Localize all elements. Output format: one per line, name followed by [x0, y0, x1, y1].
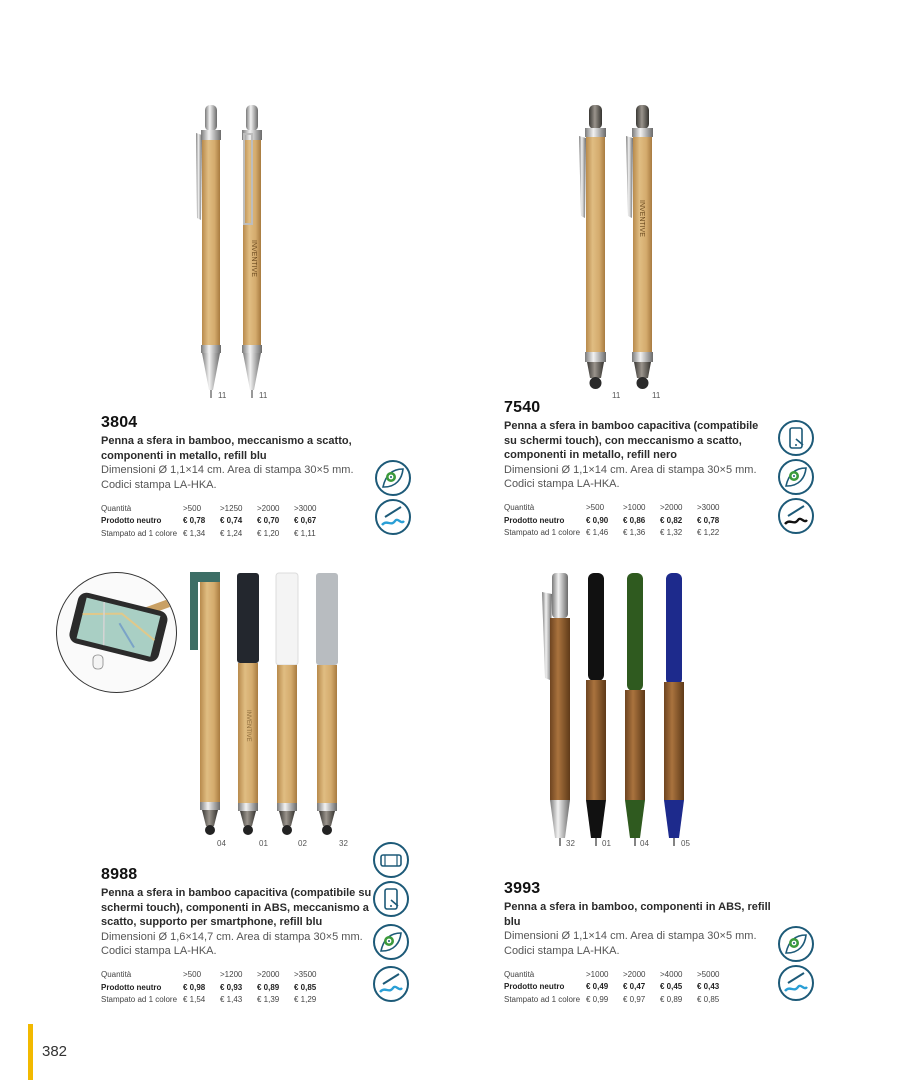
pen-label: 11 [612, 391, 621, 400]
price-cell: Stampato ad 1 colore [101, 995, 178, 1005]
pen-label: 32 [566, 839, 575, 848]
price-cell: >5000 [697, 969, 720, 979]
price-cell: € 1,46 [586, 528, 609, 538]
product-description: Dimensioni Ø 1,1×14 cm. Area di stampa 30×5 mm. Codici stampa LA-HKA. [504, 930, 757, 957]
product-description: Dimensioni Ø 1,6×14,7 cm. Area di stampa 30×5 mm. Codici stampa LA-HKA. [101, 930, 363, 957]
price-cell: € 1,36 [623, 528, 646, 538]
price-cell: € 1,32 [660, 528, 683, 538]
price-cell: € 1,20 [257, 528, 280, 538]
price-cell: >2000 [660, 503, 683, 513]
product-code: 3804 [101, 414, 138, 431]
price-cell: >2000 [623, 969, 646, 979]
price-cell: € 1,54 [183, 995, 206, 1005]
price-cell: Stampato ad 1 colore [504, 528, 581, 538]
blue-ink-icon [375, 499, 411, 535]
price-neutral-row [504, 514, 734, 527]
product-title: Penna a sfera in bamboo, meccanismo a scatto, componenti in metallo, refill blu [101, 435, 352, 462]
price-cell: Quantità [504, 969, 535, 979]
price-cell: >2000 [257, 970, 280, 980]
price-cell: € 1,34 [183, 528, 206, 538]
price-cell: € 0,85 [294, 982, 317, 992]
price-table [101, 502, 331, 540]
price-cell: Prodotto neutro [101, 516, 162, 526]
price-cell: Quantità [101, 503, 132, 513]
price-cell: >2000 [257, 503, 280, 513]
price-cell: Quantità [504, 503, 535, 513]
phone-stand-icon [373, 842, 409, 878]
price-printed-row [101, 527, 331, 540]
price-cell: € 0,89 [257, 982, 280, 992]
svg-text:INVENTIVE: INVENTIVE [245, 710, 251, 742]
price-printed-row [504, 993, 734, 1006]
price-cell: >1250 [220, 503, 243, 513]
black-ink-icon [778, 498, 814, 534]
product-7540 [504, 399, 766, 539]
pen-label: 32 [339, 839, 348, 848]
price-cell: >3000 [294, 503, 317, 513]
product-7540-image [570, 100, 670, 395]
product-title: Penna a sfera in bamboo capacitiva (compatibile su schermi touch), componenti in ABS, meccanismo a scatto, supporto per smartphone, refill blu [101, 887, 372, 928]
product-title: Penna a sfera in bamboo, componenti in ABS, refill blu [504, 901, 771, 928]
price-table [101, 969, 331, 1007]
pen-label: 11 [218, 391, 227, 400]
pen-label: 05 [681, 839, 690, 848]
pen-8988-04 [190, 572, 220, 835]
eco-leaf-icon [778, 926, 814, 962]
price-cell: € 1,11 [294, 528, 316, 538]
product-8988-image [188, 570, 358, 850]
blue-ink-icon [373, 966, 409, 1002]
price-cell: € 0,98 [183, 982, 206, 992]
price-cell: € 0,93 [220, 982, 243, 992]
pen-3993-04 [625, 573, 645, 846]
price-cell: € 0,74 [220, 516, 243, 526]
price-cell: € 0,49 [586, 982, 609, 992]
svg-text:INVENTIVE [250, 240, 257, 277]
product-description: Dimensioni Ø 1,1×14 cm. Area di stampa 30×5 mm. Codici stampa LA-HKA. [504, 463, 757, 490]
price-cell: € 1,43 [220, 995, 243, 1005]
price-cell: € 0,89 [660, 994, 683, 1004]
product-code: 3993 [504, 880, 541, 897]
price-neutral-row [504, 981, 734, 994]
price-cell: >500 [586, 503, 605, 513]
pen-3993-01 [586, 573, 606, 846]
price-printed-row [504, 527, 734, 540]
svg-text:INVENTIVE: INVENTIVE [638, 200, 645, 237]
product-title: Penna a sfera in bamboo capacitiva (compatibile su schermi touch), con meccanismo a scatto, componenti in metallo, refill nero [504, 420, 759, 461]
pen-3804-b [242, 105, 262, 398]
eco-leaf-icon [373, 924, 409, 960]
price-cell: € 0,90 [586, 515, 609, 525]
pen-8988-32 [316, 573, 338, 835]
price-cell: € 0,47 [623, 982, 646, 992]
price-cell: Prodotto neutro [101, 982, 162, 992]
price-cell: >500 [183, 970, 202, 980]
price-cell: € 0,86 [623, 515, 646, 525]
product-3804-image [180, 100, 290, 405]
price-printed-row [101, 994, 331, 1007]
price-cell: € 1,22 [697, 528, 720, 538]
product-3993-image [538, 570, 698, 850]
pen-7540-b [626, 105, 653, 389]
touch-phone-icon [778, 420, 814, 456]
pen-3804-print: INVENTIVE [250, 240, 257, 277]
price-cell: € 1,24 [220, 528, 243, 538]
pen-3804-a [196, 105, 221, 398]
price-cell: € 1,39 [257, 995, 280, 1005]
price-cell: >3000 [697, 503, 720, 513]
price-cell: € 0,78 [183, 516, 206, 526]
price-cell: € 0,45 [660, 982, 683, 992]
price-header-row [101, 969, 331, 982]
price-cell: Stampato ad 1 colore [101, 528, 178, 538]
product-code: 7540 [504, 399, 541, 416]
product-3993 [504, 880, 772, 1006]
blue-ink-icon [778, 965, 814, 1001]
price-cell: >500 [183, 503, 202, 513]
touch-phone-icon [373, 881, 409, 917]
page-number: 382 [42, 1043, 68, 1060]
pen-label: 11 [652, 391, 661, 400]
product-3804 [101, 414, 371, 540]
price-table [504, 968, 734, 1006]
price-neutral-row [101, 515, 331, 528]
price-cell: € 1,29 [294, 995, 317, 1005]
price-cell: Stampato ad 1 colore [504, 994, 581, 1004]
price-cell: Quantità [101, 970, 132, 980]
pen-label: 04 [640, 839, 649, 848]
price-cell: € 0,85 [697, 994, 720, 1004]
eco-leaf-icon [375, 460, 411, 496]
product-description: Dimensioni Ø 1,1×14 cm. Area di stampa 30×5 mm. Codici stampa LA-HKA. [101, 464, 354, 491]
pen-label: 01 [602, 839, 611, 848]
price-cell: Prodotto neutro [504, 982, 565, 992]
pen-label: 01 [259, 839, 268, 848]
price-cell: Prodotto neutro [504, 515, 565, 525]
pen-8988-01 [237, 573, 259, 835]
pen-3993-32 [542, 573, 570, 846]
price-cell: >1200 [220, 970, 243, 980]
price-header-row [504, 502, 734, 515]
price-cell: € 0,82 [660, 515, 683, 525]
price-neutral-row [101, 981, 331, 994]
price-cell: € 0,67 [294, 516, 317, 526]
price-header-row [101, 502, 331, 515]
page-accent-bar [28, 1024, 33, 1080]
pen-8988-02 [276, 573, 298, 835]
price-table [504, 502, 734, 540]
price-cell: € 0,99 [586, 994, 609, 1004]
price-cell: € 0,43 [697, 982, 720, 992]
eco-leaf-icon [778, 459, 814, 495]
product-code: 8988 [101, 866, 138, 883]
pen-label: 02 [298, 839, 307, 848]
phone-stand-photo [56, 572, 177, 693]
pen-7540-a [579, 105, 606, 389]
price-cell: € 0,70 [257, 516, 280, 526]
price-cell: € 0,97 [623, 994, 646, 1004]
price-header-row [504, 968, 734, 981]
price-cell: >3500 [294, 970, 317, 980]
price-cell: € 0,78 [697, 515, 720, 525]
pen-3993-05 [664, 573, 684, 846]
product-8988 [101, 866, 373, 1006]
pen-label: 04 [217, 839, 226, 848]
pen-label: 11 [259, 391, 268, 400]
price-cell: >1000 [586, 969, 609, 979]
price-cell: >4000 [660, 969, 683, 979]
price-cell: >1000 [623, 503, 646, 513]
